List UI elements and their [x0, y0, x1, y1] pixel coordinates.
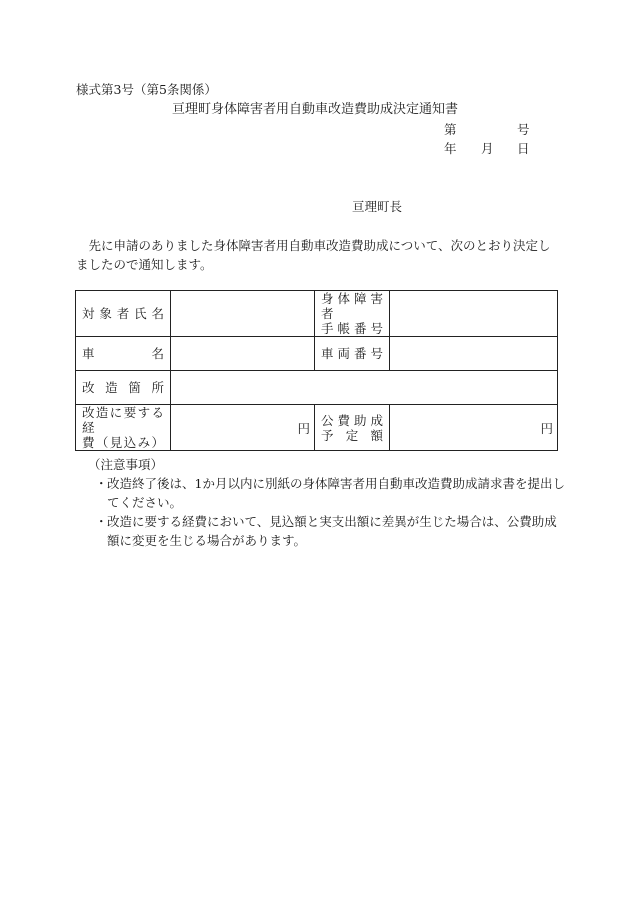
disability-card-value: [390, 291, 558, 337]
subsidy-amount-value: [390, 405, 558, 451]
modification-part-label-cell: [76, 371, 171, 405]
modification-part-value: [171, 371, 558, 405]
applicant-name-label: 対象者氏名: [82, 306, 164, 321]
subsidy-amount-label-cell: [315, 405, 390, 451]
car-name-label: 車名: [82, 346, 164, 361]
applicant-name-label-cell: [76, 291, 171, 337]
estimated-cost-label-cell: [76, 405, 171, 451]
disability-card-label-cell: [315, 291, 390, 337]
modification-part-label: 改造箇所: [82, 380, 164, 395]
vehicle-number-label: 車両番号: [321, 346, 383, 361]
notes-heading: （注意事項）: [88, 457, 164, 472]
note-item: [95, 474, 565, 512]
date-day-label: 日: [517, 141, 530, 156]
subsidy-amount-label-line1: 公費助成: [321, 412, 383, 428]
car-name-label-cell: [76, 337, 171, 371]
applicant-name-value: [171, 291, 315, 337]
vehicle-number-value: [390, 337, 558, 371]
estimated-cost-value: [171, 405, 315, 451]
note-bullet: ・: [95, 514, 108, 529]
decision-info-table: [75, 290, 558, 451]
note-text: 改造に要する経費において、見込額と実支出額に差異が生じた場合は、公費助成額に変更を生じる場合があります。: [107, 514, 557, 548]
table-row: [76, 405, 558, 451]
doc-number-suffix: 号: [517, 122, 530, 137]
vehicle-number-label-cell: [315, 337, 390, 371]
notice-body-text: 先に申請のありました身体障害者用自動車改造費助成について、次のとおり決定しましたので通知します。: [76, 238, 551, 272]
car-name-value: [171, 337, 315, 371]
yen-unit: 円: [540, 420, 553, 436]
disability-card-label-line2: 手帳番号: [321, 321, 383, 336]
note-text: 改造終了後は、1か月以内に別紙の身体障害者用自動車改造費助成請求書を提出してください。: [107, 476, 565, 510]
estimated-cost-label-line2: 費（見込み）: [82, 435, 164, 450]
date-year-label: 年: [444, 141, 457, 156]
table-row: [76, 291, 558, 337]
document-title: 亘理町身体障害者用自動車改造費助成決定通知書: [171, 102, 458, 117]
date-month-label: 月: [481, 141, 494, 156]
note-bullet: ・: [95, 476, 108, 491]
note-item: [95, 512, 565, 550]
yen-unit: 円: [297, 420, 310, 436]
form-number: 様式第3号（第5条関係）: [76, 82, 217, 97]
issuer-name: 亘理町長: [352, 199, 403, 214]
table-row: [76, 337, 558, 371]
disability-card-label-line1: 身体障害者: [321, 291, 383, 321]
estimated-cost-label-line1: 改造に要する経: [82, 405, 164, 435]
doc-number-prefix: 第: [444, 122, 457, 137]
subsidy-amount-label-line2: 予定額: [321, 427, 383, 443]
table-row: [76, 371, 558, 405]
